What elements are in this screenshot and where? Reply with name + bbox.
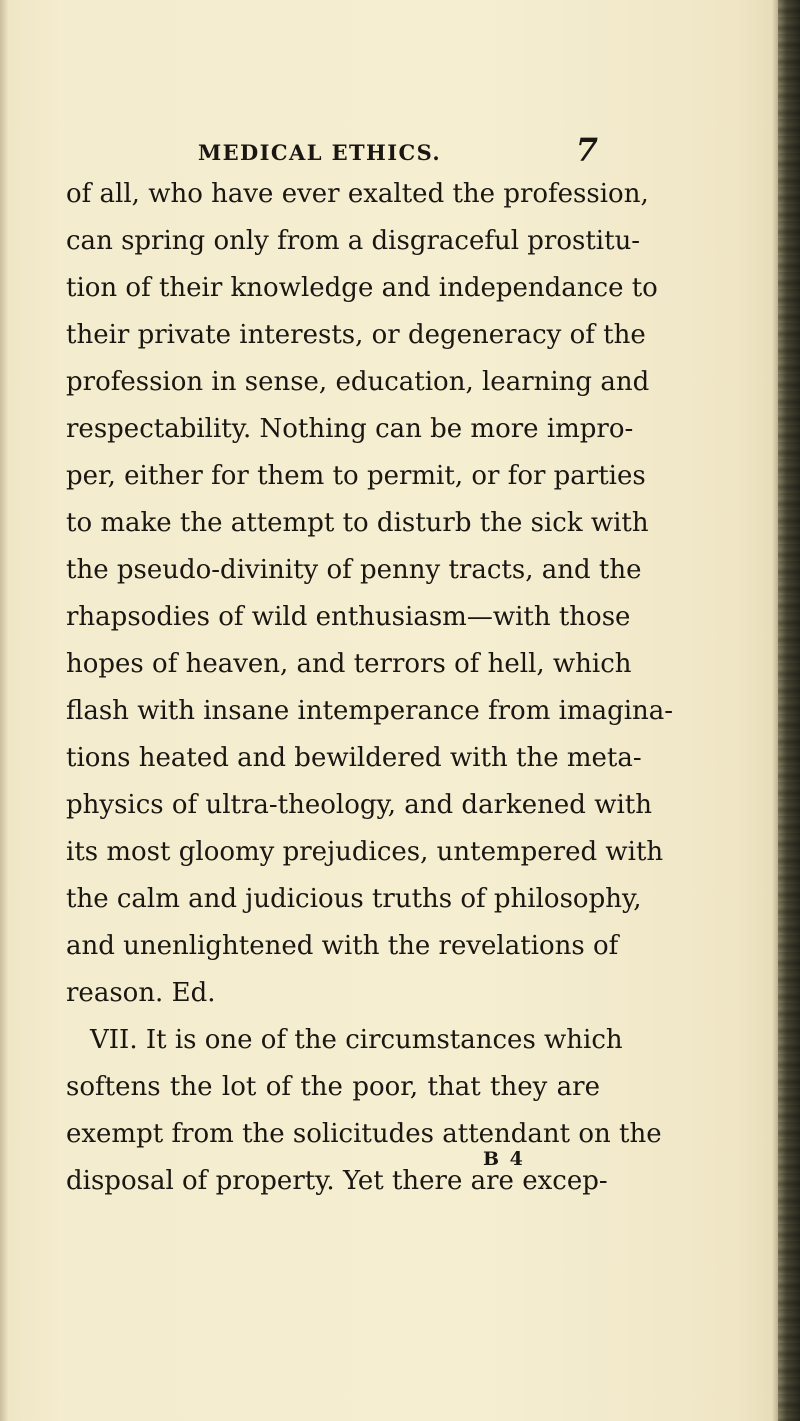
- text-line: profession in sense, education, learning and: [66, 367, 650, 397]
- text-line: flash with insane intemperance from imagina-: [66, 696, 674, 726]
- text-line: physics of ultra-theology, and darkened with: [66, 790, 652, 820]
- text-line: tion of their knowledge and independance to: [66, 273, 658, 303]
- text-line: softens the lot of the poor, that they are: [66, 1072, 600, 1102]
- signature-mark: B 4: [483, 1148, 525, 1170]
- text-line: respectability. Nothing can be more impro-: [66, 414, 634, 444]
- text-line: of all, who have ever exalted the profession,: [66, 179, 649, 209]
- text-line: to make the attempt to disturb the sick with: [66, 508, 649, 538]
- text-line: hopes of heaven, and terrors of hell, which: [66, 649, 632, 679]
- book-binding-edge: [778, 0, 800, 1421]
- text-line: their private interests, or degeneracy of the: [66, 320, 646, 350]
- text-line: VII. It is one of the circumstances which: [90, 1025, 623, 1055]
- text-line: the calm and judicious truths of philosophy,: [66, 884, 642, 914]
- page-number: 7: [575, 131, 598, 169]
- text-line: per, either for them to permit, or for parties: [66, 461, 646, 491]
- text-line: its most gloomy prejudices, untempered with: [66, 837, 664, 867]
- text-line: and unenlightened with the revelations of: [66, 931, 619, 961]
- text-line: rhapsodies of wild enthusiasm—with those: [66, 602, 631, 632]
- text-line: can spring only from a disgraceful prostitu-: [66, 226, 641, 256]
- text-line: reason. Ed.: [66, 978, 216, 1008]
- text-line: tions heated and bewildered with the meta-: [66, 743, 642, 773]
- text-line: the pseudo-divinity of penny tracts, and the: [66, 555, 642, 585]
- text-line: exempt from the solicitudes attendant on the: [66, 1119, 662, 1149]
- page-left-edge: [0, 0, 8, 1421]
- running-head-title: MEDICAL ETHICS.: [198, 140, 442, 165]
- body-text: [66, 171, 674, 1205]
- text-line: disposal of property. Yet there are excep-: [66, 1166, 608, 1196]
